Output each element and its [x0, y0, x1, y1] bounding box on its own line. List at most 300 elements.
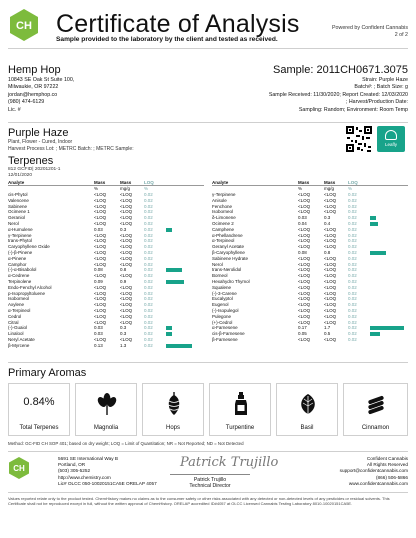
page-number: 2 of 2	[394, 32, 408, 38]
analyte-loq: 0.02	[348, 192, 357, 197]
leafly-badge: Leafly	[377, 126, 405, 152]
analyte-loq: 0.02	[144, 273, 153, 279]
analyte-mass-mg: <LOQ	[324, 261, 337, 267]
analyte-loq: 0.02	[348, 238, 357, 244]
signer-name: Patrick Trujillo	[193, 477, 227, 483]
analyte-name: Camphene	[212, 226, 235, 232]
analyte-name: (-)-β-Pinene	[8, 250, 33, 255]
analyte-name: α-Phellandrene	[212, 232, 243, 238]
analyte-mass-mg: <LOQ	[324, 313, 337, 319]
analyte-mass-mg: <LOQ	[324, 197, 337, 203]
header-analyte: Analyte	[8, 180, 25, 185]
analyte-name: Valencene	[8, 197, 29, 203]
terpene-table-left	[8, 180, 204, 358]
analyte-name: α-Humulene	[8, 226, 33, 232]
analyte-mass-pct: <LOQ	[94, 250, 107, 255]
sample-sampling: Sampling: Random; Environment: Room Temp	[298, 106, 408, 113]
analyte-loq: 0.02	[144, 308, 153, 313]
analyte-mass-mg: <LOQ	[120, 290, 133, 296]
lab-license: Lic# OLCC 050-10020151CA5E ORELAP 4057	[58, 480, 157, 486]
table-header	[212, 180, 408, 186]
analyte-loq: 0.02	[348, 273, 357, 279]
concentration-bar	[166, 332, 172, 336]
analyte-mass-pct: <LOQ	[94, 221, 107, 226]
analyte-mass-mg: 0.3	[120, 325, 127, 331]
analyte-name: p-Isopropyltoluene	[8, 290, 46, 296]
concentration-bar	[166, 344, 192, 348]
analyte-name: (+)-Cedrol	[212, 319, 233, 325]
analyte-loq: 0.02	[144, 284, 153, 290]
terpenes-instrument: 812 GCFID| 20201201-1	[8, 167, 61, 172]
analyte-mass-mg: <LOQ	[120, 302, 133, 308]
analyte-name: β-Myrcene	[8, 342, 30, 348]
client-name: Hemp Hop	[8, 64, 61, 76]
analyte-name: γ-Terpinene	[8, 232, 32, 238]
table-header	[8, 180, 204, 186]
analyte-name: Linalool	[8, 331, 24, 337]
analyte-mass-pct: <LOQ	[298, 192, 311, 197]
header-mass-mg: Mass	[120, 180, 132, 185]
analyte-mass-mg: <LOQ	[120, 337, 133, 342]
analyte-mass-mg: <LOQ	[324, 296, 337, 302]
analyte-name: δ-Limonene	[212, 215, 236, 221]
analyte-mass-mg: <LOQ	[120, 313, 133, 319]
analyte-mass-mg: <LOQ	[120, 209, 133, 215]
table-units	[212, 186, 408, 192]
page-title: Certificate of Analysis	[56, 10, 300, 38]
analyte-mass-pct: <LOQ	[298, 203, 311, 209]
analyte-loq: 0.02	[348, 215, 357, 221]
analyte-loq: 0.02	[144, 302, 153, 308]
analyte-loq: 0.02	[144, 319, 153, 325]
analyte-mass-pct: <LOQ	[298, 290, 311, 296]
divider	[8, 122, 408, 123]
analyte-mass-mg: <LOQ	[120, 244, 133, 250]
client-line: 10843 SE Oak St Suite 100,	[8, 77, 75, 83]
contact-line: Confident Cannabis	[366, 456, 408, 461]
concentration-bar	[370, 332, 380, 336]
table-units	[8, 186, 204, 192]
analyte-name: (-)-3-Carene	[212, 290, 237, 296]
analyte-name: Geraniol	[8, 215, 26, 221]
analyte-name: trans-Phytol	[8, 238, 33, 244]
analyte-mass-mg: <LOQ	[324, 319, 337, 325]
analyte-loq: 0.02	[144, 255, 153, 261]
total-terpenes-box	[8, 383, 70, 436]
analyte-loq: 0.02	[348, 197, 357, 203]
header-loq: LOQ	[144, 180, 154, 185]
signer-title: Technical Director	[189, 483, 231, 490]
analyte-mass-pct: <LOQ	[94, 313, 107, 319]
analyte-name: Isoborneol	[8, 296, 30, 302]
analyte-mass-pct: <LOQ	[94, 209, 107, 215]
analyte-name: cis-β-Farnesene	[212, 331, 245, 337]
product-details	[8, 139, 134, 152]
analyte-loq: 0.02	[348, 290, 357, 296]
analyte-mass-pct: <LOQ	[298, 261, 311, 267]
contact-email[interactable]: support@confidentcannabis.com	[339, 468, 408, 474]
terpene-table-right	[212, 180, 408, 358]
analyte-name: Axylene	[8, 302, 25, 308]
analyte-loq: 0.02	[348, 221, 357, 226]
divider	[8, 48, 408, 49]
analyte-mass-pct: <LOQ	[298, 226, 311, 232]
analyte-mass-mg: <LOQ	[324, 209, 337, 215]
analyte-mass-mg: <LOQ	[120, 296, 133, 302]
analyte-name: Endo-Fenchyl Alcohol	[8, 284, 52, 290]
header-analyte: Analyte	[212, 180, 229, 185]
analyte-mass-mg: <LOQ	[120, 255, 133, 261]
aroma-magnolia	[75, 383, 137, 436]
signer	[170, 477, 250, 490]
analyte-loq: 0.02	[348, 209, 357, 215]
analyte-name: β-Caryophyllene	[212, 250, 245, 255]
analyte-name: Geranyl Acetate	[212, 244, 245, 250]
concentration-bar	[370, 326, 404, 330]
analyte-loq: 0.02	[144, 290, 153, 296]
analyte-loq: 0.02	[144, 192, 153, 197]
section-title-terpenes: Terpenes	[8, 155, 54, 167]
analyte-name: Camphor	[8, 261, 27, 267]
analyte-mass-mg: <LOQ	[324, 337, 337, 342]
analyte-loq: 0.02	[144, 331, 153, 337]
analyte-loq: 0.02	[348, 267, 357, 273]
concentration-bar	[166, 280, 184, 284]
analyte-mass-mg: <LOQ	[324, 232, 337, 238]
product-type: Plant, Flower - Cured, Indoor	[8, 139, 73, 145]
table-row	[212, 337, 408, 343]
analyte-name: α-Cedrene	[8, 273, 30, 279]
analyte-mass-mg: 1.3	[120, 342, 127, 348]
lab-line: 5691 SE International Way B	[58, 456, 119, 461]
table-row	[8, 343, 204, 349]
analyte-name: trans-Nerolidol	[212, 267, 242, 273]
analyte-loq: 0.02	[348, 250, 357, 255]
analyte-name: γ-Terpinene	[212, 192, 236, 197]
concentration-bar	[166, 326, 172, 330]
client-email: jordan@hemphop.co	[8, 91, 58, 98]
analyte-loq: 0.02	[144, 203, 153, 209]
analyte-mass-pct: 0.08	[94, 267, 103, 273]
analyte-loq: 0.02	[144, 337, 153, 342]
analyte-mass-pct: <LOQ	[298, 209, 311, 215]
analyte-mass-pct: <LOQ	[298, 232, 311, 238]
contact-phone: (866) 506-5866	[375, 474, 408, 480]
analyte-loq: 0.02	[144, 250, 153, 255]
analyte-mass-pct: <LOQ	[298, 273, 311, 279]
analyte-loq: 0.02	[348, 313, 357, 319]
lab-line: Portland, OR	[58, 462, 86, 468]
aroma-label: Magnolia	[93, 425, 119, 431]
unit-pct: %	[94, 186, 99, 191]
analyte-loq: 0.02	[348, 203, 357, 209]
analyte-mass-pct: 0.13	[94, 342, 103, 348]
divider	[8, 362, 408, 363]
signature: Patrick Trujillo	[180, 455, 279, 470]
analyte-mass-pct: <LOQ	[94, 308, 107, 313]
analyte-mass-pct: <LOQ	[94, 290, 107, 296]
header-loq: LOQ	[348, 180, 358, 185]
sample-dates: Sample Received: 11/30/2020; Report Created: 12/03/2020	[268, 91, 408, 98]
lab-website[interactable]: http://www.chemistry.com	[58, 474, 111, 480]
svg-text:CH: CH	[13, 464, 25, 473]
method-note: Method: GC-FID CH SOP 401; based on dry weight; LOQ = Limit of Quantitation; NR = Not Reported; ND = Not Detected	[8, 441, 244, 446]
analyte-loq: 0.02	[348, 331, 357, 337]
section-title-aromas: Primary Aromas	[8, 367, 87, 379]
analyte-mass-mg: <LOQ	[120, 308, 133, 313]
unit-pct: %	[298, 186, 303, 191]
terpenes-method	[8, 167, 60, 179]
analyte-mass-mg: 0.8	[324, 250, 331, 255]
analyte-mass-pct: 0.03	[94, 226, 103, 232]
aroma-label: Turpentine	[225, 425, 255, 431]
page-subtitle: Sample provided to the laboratory by the client and tested as received.	[56, 36, 278, 43]
analyte-mass-pct: <LOQ	[298, 279, 311, 284]
client-line: Milwaukie, OR 97222	[8, 84, 59, 91]
analyte-mass-pct: <LOQ	[298, 244, 311, 250]
client-license: Lic. #	[8, 106, 21, 113]
analyte-mass-mg: <LOQ	[120, 250, 133, 255]
analyte-mass-mg: <LOQ	[120, 238, 133, 244]
bottle-icon	[231, 392, 251, 416]
concentration-bar	[370, 251, 386, 255]
analyte-mass-mg: <LOQ	[120, 273, 133, 279]
analyte-mass-mg: <LOQ	[120, 232, 133, 238]
terpenes-date: 12/01/2020	[8, 173, 33, 178]
chemhistory-logo-small	[8, 456, 30, 480]
analyte-mass-pct: <LOQ	[298, 308, 311, 313]
analyte-mass-mg: <LOQ	[324, 302, 337, 308]
svg-text:CH: CH	[16, 20, 32, 32]
analyte-mass-mg: <LOQ	[324, 226, 337, 232]
aroma-hops	[142, 383, 204, 436]
analyte-name: Eugenol	[212, 302, 229, 308]
divider	[8, 492, 408, 493]
analyte-loq: 0.02	[144, 209, 153, 215]
total-terpenes-value: 0.84%	[23, 396, 55, 408]
analyte-mass-mg: 0.5	[324, 331, 331, 337]
analyte-mass-pct: <LOQ	[94, 255, 107, 261]
analyte-name: cis-Phytol	[8, 192, 28, 197]
analyte-mass-mg: <LOQ	[324, 308, 337, 313]
analyte-loq: 0.02	[144, 238, 153, 244]
analyte-mass-mg: <LOQ	[120, 192, 133, 197]
product-metrc: Harvest Process Lot: ; METRC Batch: ; METRC Sample:	[8, 145, 134, 152]
contact-line: All Rights Reserved	[366, 462, 408, 468]
analyte-mass-pct: 0.03	[94, 325, 103, 331]
confident-cannabis-contact	[340, 456, 408, 487]
signature-line	[170, 474, 250, 475]
concentration-bar	[166, 228, 172, 232]
aroma-label: Basil	[300, 425, 314, 431]
analyte-mass-mg: 1.7	[324, 325, 331, 331]
analyte-name: Terpinolene	[8, 279, 32, 284]
analyte-name: (-)-α-Bisabolol	[8, 267, 37, 273]
analyte-name: Sabinene Hydrate	[212, 255, 249, 261]
aroma-turpentine	[209, 383, 271, 436]
analyte-name: (-)-Isopulegol	[212, 308, 239, 313]
analyte-loq: 0.02	[144, 221, 153, 226]
unit-loq: %	[348, 186, 353, 191]
analyte-loq: 0.02	[144, 279, 153, 284]
analyte-name: α-Terpineol	[212, 238, 235, 244]
analyte-mass-pct: <LOQ	[298, 337, 311, 342]
analyte-loq: 0.02	[144, 342, 153, 348]
analyte-mass-pct: <LOQ	[94, 238, 107, 244]
analyte-loq: 0.02	[348, 232, 357, 238]
analyte-mass-pct: 0.03	[298, 215, 307, 221]
analyte-mass-mg: 0.8	[120, 267, 127, 273]
leaf-icon	[298, 392, 318, 416]
analyte-mass-pct: 0.09	[94, 279, 103, 284]
analyte-mass-mg: <LOQ	[324, 255, 337, 261]
analyte-mass-mg: <LOQ	[120, 197, 133, 203]
analyte-loq: 0.02	[144, 267, 153, 273]
contact-website[interactable]: www.confidentcannabis.com	[348, 480, 408, 486]
analyte-mass-mg: <LOQ	[324, 273, 337, 279]
analyte-loq: 0.02	[348, 319, 357, 325]
analyte-loq: 0.02	[348, 244, 357, 250]
analyte-mass-pct: <LOQ	[94, 319, 107, 325]
analyte-mass-mg: <LOQ	[120, 261, 133, 267]
unit-mg: mg/g	[324, 186, 335, 191]
total-terpenes-label: Total Terpenes	[19, 425, 59, 431]
header-mass-pct: Mass	[298, 180, 310, 185]
analyte-loq: 0.02	[144, 244, 153, 250]
analyte-mass-pct: <LOQ	[298, 313, 311, 319]
analyte-mass-mg: <LOQ	[324, 284, 337, 290]
analyte-name: Nerol	[8, 221, 19, 226]
analyte-mass-pct: <LOQ	[94, 244, 107, 250]
analyte-loq: 0.02	[348, 308, 357, 313]
lab-address	[58, 456, 157, 487]
sample-batch: Batch#: ; Batch Size: g	[354, 84, 408, 91]
powered-by: Powered by Confident Cannabis	[332, 25, 408, 31]
analyte-loq: 0.02	[144, 313, 153, 319]
analyte-name: α-Pinene	[8, 255, 27, 261]
analyte-loq: 0.02	[348, 261, 357, 267]
client-phone: (980) 474-6129	[8, 99, 45, 106]
analyte-mass-pct: 0.03	[94, 331, 103, 337]
analyte-mass-mg: 0.3	[324, 215, 331, 221]
sample-harvest: ; Harvest/Production Date:	[345, 99, 408, 106]
analyte-name: Nerol	[212, 261, 223, 267]
header-mass-pct: Mass	[94, 180, 106, 185]
analyte-mass-pct: <LOQ	[298, 255, 311, 261]
analyte-name: Neryl Acetate	[8, 337, 35, 342]
analyte-mass-pct: 0.08	[298, 250, 307, 255]
qr-code	[346, 126, 372, 152]
analyte-mass-mg: <LOQ	[324, 203, 337, 209]
hops-icon	[164, 392, 184, 416]
analyte-mass-pct: <LOQ	[298, 302, 311, 308]
aroma-cinnamon	[343, 383, 408, 436]
analyte-mass-pct: <LOQ	[94, 197, 107, 203]
analyte-mass-mg: 0.3	[120, 331, 127, 337]
analyte-name: (-)-Guaiol	[8, 325, 28, 331]
analyte-name: α-Terpineol	[8, 308, 31, 313]
analyte-mass-mg: <LOQ	[120, 319, 133, 325]
analyte-name: α-Farnesene	[212, 325, 238, 331]
analyte-name: Hexahydro Thymol	[212, 279, 250, 284]
analyte-name: β-Farnesene	[212, 337, 238, 342]
analyte-mass-pct: 0.05	[298, 331, 307, 337]
sample-id: Sample: 2011CH0671.3075	[273, 64, 408, 76]
analyte-mass-mg: <LOQ	[324, 279, 337, 284]
analyte-name: Pulegone	[212, 313, 232, 319]
concentration-bar	[370, 222, 378, 226]
leaf-icon	[385, 130, 397, 140]
analyte-mass-pct: <LOQ	[94, 203, 107, 209]
aroma-basil	[276, 383, 338, 436]
analyte-name: Cedrol	[8, 313, 22, 319]
analyte-mass-mg: <LOQ	[324, 238, 337, 244]
analyte-loq: 0.02	[348, 302, 357, 308]
analyte-mass-pct: <LOQ	[298, 238, 311, 244]
analyte-name: Citral	[8, 319, 19, 325]
analyte-loq: 0.02	[144, 215, 153, 221]
analyte-mass-pct: <LOQ	[94, 232, 107, 238]
unit-mg: mg/g	[120, 186, 131, 191]
analyte-loq: 0.02	[348, 279, 357, 284]
analyte-loq: 0.02	[144, 296, 153, 302]
analyte-mass-mg: <LOQ	[324, 290, 337, 296]
product-name: Purple Haze	[8, 127, 69, 139]
analyte-mass-mg: <LOQ	[120, 203, 133, 209]
analyte-loq: 0.02	[348, 296, 357, 302]
analyte-loq: 0.02	[348, 255, 357, 261]
lab-phone: (503) 305-5252	[58, 468, 91, 474]
analyte-loq: 0.02	[144, 261, 153, 267]
analyte-name: Fenchone	[212, 203, 233, 209]
analyte-mass-mg: 0.9	[120, 279, 127, 284]
analyte-name: Ocimene 2	[212, 221, 234, 226]
analyte-mass-mg: <LOQ	[324, 192, 337, 197]
sample-strain: Strain: Purple Haze	[362, 77, 408, 83]
analyte-loq: 0.02	[348, 337, 357, 342]
aroma-label: Cinnamon	[361, 425, 390, 431]
analyte-loq: 0.02	[348, 226, 357, 232]
analyte-mass-pct: <LOQ	[94, 192, 107, 197]
flower-icon	[97, 392, 117, 416]
analyte-mass-pct: <LOQ	[298, 197, 311, 203]
analyte-name: Isoborneol	[212, 209, 234, 215]
concentration-bar	[166, 268, 182, 272]
sample-details	[269, 77, 408, 114]
cinnamon-icon	[366, 392, 386, 416]
analyte-mass-pct: <LOQ	[94, 261, 107, 267]
analyte-mass-mg: <LOQ	[120, 221, 133, 226]
analyte-name: Anisole	[212, 197, 227, 203]
chemhistory-logo	[8, 8, 40, 42]
analyte-name: Eucalyptol	[212, 296, 233, 302]
aroma-label: Hops	[165, 425, 180, 431]
analyte-name: Sabinene	[8, 203, 28, 209]
analyte-mass-pct: <LOQ	[94, 273, 107, 279]
analyte-loq: 0.02	[144, 197, 153, 203]
analyte-loq: 0.02	[348, 325, 357, 331]
analyte-mass-pct: <LOQ	[94, 337, 107, 342]
analyte-mass-pct: <LOQ	[94, 215, 107, 221]
analyte-mass-pct: 0.04	[298, 221, 307, 226]
analyte-name: Caryophyllene Oxide	[8, 244, 50, 250]
analyte-mass-mg: 0.4	[324, 221, 331, 226]
analyte-loq: 0.02	[348, 284, 357, 290]
concentration-bar	[370, 216, 376, 220]
analyte-mass-mg: <LOQ	[120, 215, 133, 221]
analyte-mass-pct: 0.17	[298, 325, 307, 331]
header-mass-mg: Mass	[324, 180, 336, 185]
